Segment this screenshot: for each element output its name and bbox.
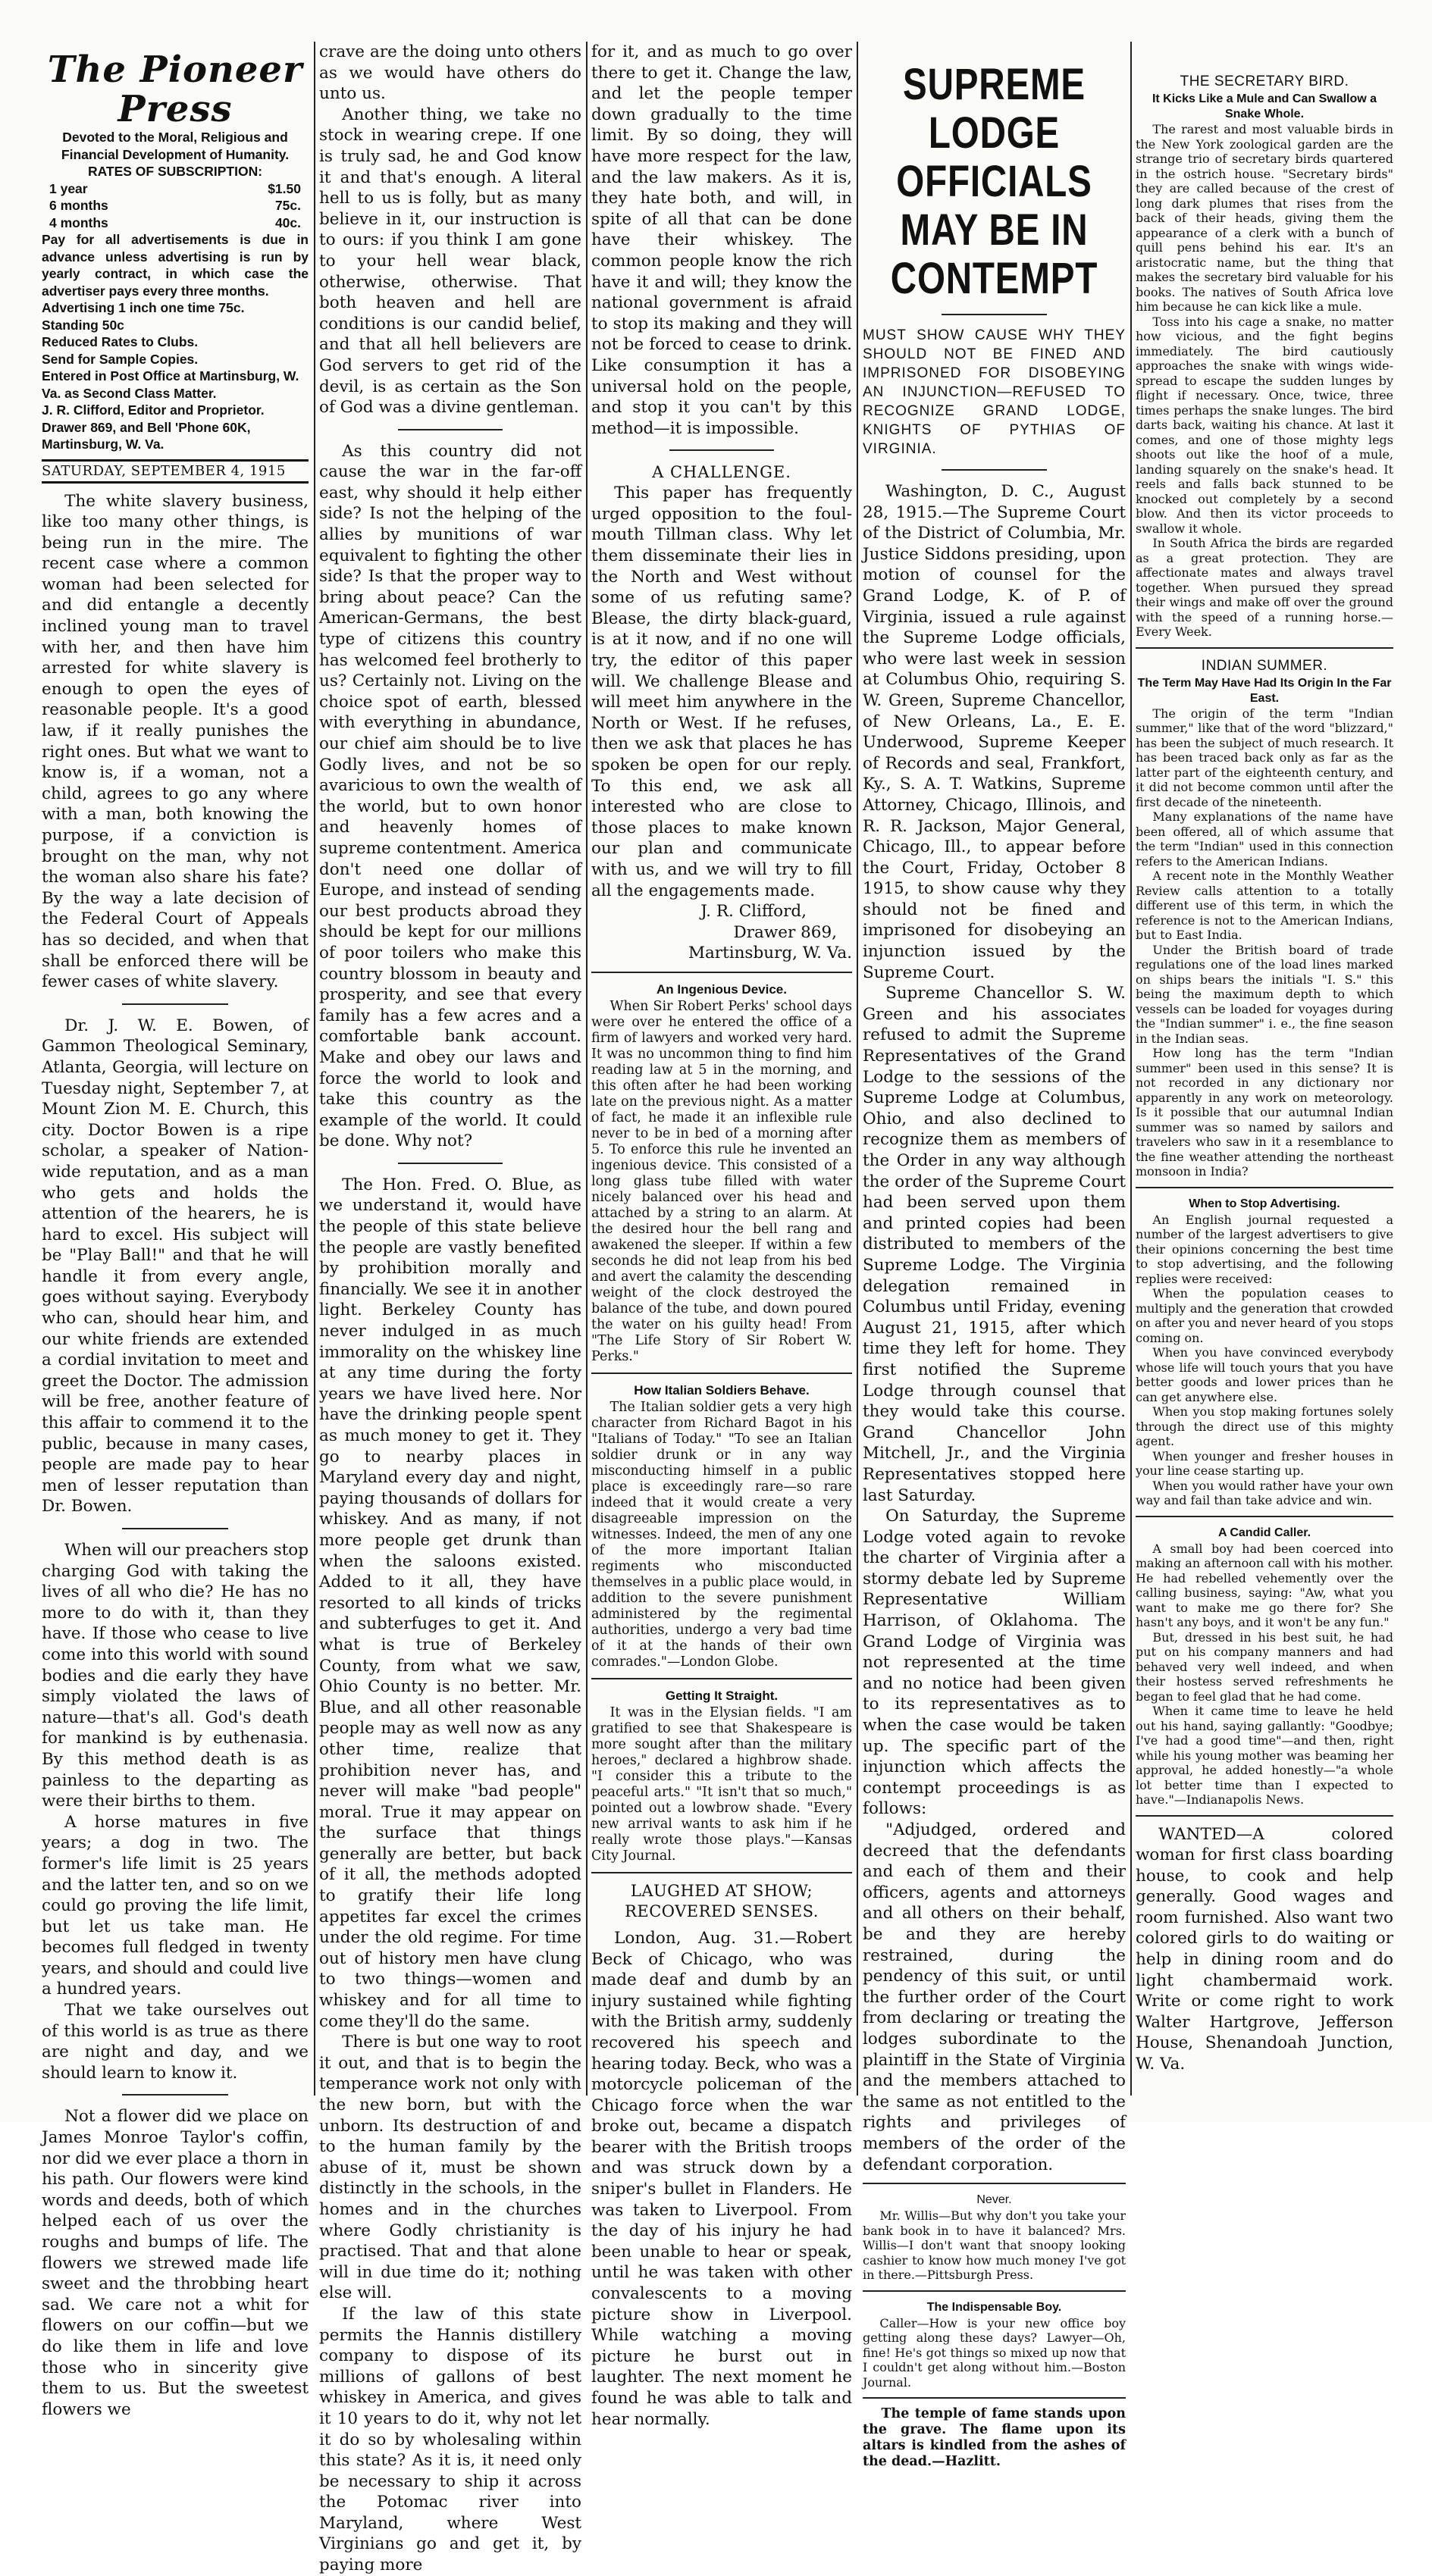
divider <box>863 2397 1126 2399</box>
masthead-note: Reduced Rates to Clubs. <box>42 334 199 349</box>
article-paragraph: But, dressed in his best suit, he had put on his company manners and had behaved very well indeed, and when their hostess served refreshments he began to feel glad that he had come. <box>1136 1629 1393 1704</box>
article-paragraph: Supreme Chancellor S. W. Green and his associates refused to admit the Supreme Representatives of the Grand Lodge to the sessions of the Supreme Lodge at Columbus, Ohio, and also declined to recognize them as members of the Order in any way although the order of the Supreme Court had been served upon them and printed copies had been distributed to members of the Supreme Lodge. The Virginia delegation remained in Columbus until Friday, evening August 21, 1915, after which time they left for home. They first notified the Supreme Lodge through counsel that they would take this course. Grand Chancellor John Mitchell, Jr., and the Virginia Representatives stopped here last Saturday. <box>863 984 1126 1505</box>
masthead-note: Drawer 869, and Bell 'Phone 60K, <box>42 419 251 435</box>
masthead-note: Entered in Post Office at Martinsburg, W. Va. as Second Class Matter. <box>42 368 299 401</box>
masthead-line: Devoted to the Moral, Religious and <box>62 130 288 145</box>
divider <box>591 1872 852 1873</box>
masthead-divider <box>42 481 309 484</box>
masthead-note: Standing 50c <box>42 317 124 333</box>
masthead-note: Advertising 1 inch one time 75c. <box>42 300 245 315</box>
divider <box>398 429 503 430</box>
never-heading: Never. <box>976 2193 1012 2207</box>
article-bowen-lecture: Dr. J. W. E. Bowen, of Gammon Theological Seminary, Atlanta, Georgia, will lecture on Tuesday night, September 7, at Mount Zion M. E. Church, this city. Doctor Bowen is a ripe scholar, a speaker of Nation-wide reputation, and as a man who gets and holds the attention of the hearers, he is hard to excel. His subject will be "Play Ball!" and that he will handle it from every angle, goes without saying. Everybody who can, should hear him, and our white friends are extended a cordial invitation to meet and greet the Doctor. The admission will be free, another feature of this affair to commend it to the public, because in many cases, people are made pay to hear men of lesser reputation than Dr. Bowen. <box>42 1016 309 1516</box>
article-supreme-lodge: Washington, D. C., August 28, 1915.—The Supreme Court of the District of Columbia, Mr. Justice Siddons presiding, upon motion of counsel for the Grand Lodge, K. of P. of Virginia, issued a rule against the Supreme Lodge officials, who were last week in session at Columbus Ohio, requiring S. W. Green, Supreme Chancellor, of New Orleans, La., E. E. Underwood, Supreme Keeper of Records and seal, Frankfort, Ky., S. A. T. Watkins, Supreme Attorney, Chicago, Illinois, and R. R. Jackson, Major General, Chicago, Ill., to appear before the Court, Friday, October 8 1915, to show cause why they should not be fined and imprisoned for disobeying an injunction issued by the Supreme Court. <box>863 482 1126 982</box>
subheadline: MUST SHOW CAUSE WHY THEY SHOULD NOT BE FINED AND IMPRISONED FOR DISOBEYING AN INJUNCTION—REFUSED TO RECOGNIZE GRAND LODGE, KNIGHTS OF PYTHIAS OF VIRGINIA. <box>863 327 1126 457</box>
article-temple-of-fame: The temple of fame stands upon the grave. The flame upon its altars is kindled from the ashes of the dead.—Hazlitt. <box>863 2406 1126 2470</box>
rates-title: RATES OF SUBSCRIPTION: <box>87 164 263 179</box>
italian-heading: How Italian Soldiers Behave. <box>634 1382 810 1398</box>
masthead-note: Pay for all advertisements is due in advance unless advertising is run by yearly contract, in which case the advertiser pays every three months. <box>42 232 309 299</box>
article-paragraph: A horse matures in five years; a dog in two. The former's life limit is 25 years and the latter ten, and so on we could go proving the life limit, but let us take man. He becomes full fledged in twenty years, and should and could live a hundred years. <box>42 1812 309 1999</box>
signature-line: J. R. Clifford, <box>700 902 807 922</box>
article-paragraph: Under the British board of trade regulations one of the load lines marked on ships bears the initials "I. S." this being the maximum depth to which vessels can be loaded for voyages during the "Indian summer" i. e., the fine season in the Indian seas. <box>1136 942 1393 1046</box>
masthead-note: J. R. Clifford, Editor and Proprietor. <box>42 402 265 418</box>
divider <box>122 1528 229 1529</box>
laughed-heading: LAUGHED AT SHOW; RECOVERED SENSES. <box>625 1881 819 1920</box>
column-rule <box>314 42 315 2096</box>
divider <box>1136 1187 1393 1188</box>
straight-heading: Getting It Straight. <box>665 1688 779 1703</box>
article-paragraph: When you have convinced everybody whose life will touch yours that you have better goods and lower prices than he can get anywhere else. <box>1136 1345 1393 1404</box>
wanted-advertisement: WANTED—A colored woman for first class boarding house, to cook and help generally. Good wages and room furnished. Also want two colored girls to do waiting or help in dining room and do light chambermaid work. Write or come right to work Walter Hartgrove, Jefferson House, Shenandoah Junction, W. Va. <box>1136 1824 1393 2074</box>
divider <box>398 1163 503 1164</box>
article-white-slavery: The white slavery business, like too many other things, is being run in the mire. The recent case where a common woman had been selected for and did entangle a decently inclined young man to travel with her, and then have him arrested for white slavery is enough to open the eyes of reasonable people. It's a good law, if it really punishes the right ones. But what we want to know is, if a woman, not a child, agrees to go any where with a man, both knowing the purpose, if a conviction is brought on the man, why not the woman also share his fate? By the way a late decision of the Federal Court of Appeals has so decided, and when that shall be enforced there will be fewer cases of white slavery. <box>42 491 309 992</box>
advertising-heading: When to Stop Advertising. <box>1189 1197 1340 1210</box>
article-ingenious-device: When Sir Robert Perks' school days were over he entered the office of a firm of lawyers and worked very hard. It was no uncommon thing to find him reading law at 5 in the morning, and this often after he had been working late on the previous night. As a matter of fact, he made it an inflexible rule never to be in bed of a morning after 5. To enforce this rule he invented an ingenious device. This consisted of a long glass tube filled with water nicely balanced over his head and attached by a string to an alarm. At the desired hour the bell rang and awakened the sleeper. If within a few seconds he did not leap from his bed and avert the calamity the descending weight of the clock destroyed the balance of the tube, and down poured the water on his guilty head! From "The Life Story of Sir Robert W. Perks." <box>591 998 852 1364</box>
divider <box>1136 1516 1393 1517</box>
column-rule <box>857 42 858 2096</box>
article-paragraph: In South Africa the birds are regarded as a great protection. They are affectionate mates and always travel together. When pursued they spread their wings and make off over the ground with the speed of a running horse.—Every Week. <box>1136 536 1393 639</box>
dateline: SATURDAY, SEPTEMBER 4, 1915 <box>42 462 286 479</box>
article-italian-soldiers: The Italian soldier gets a very high character from Richard Bagot in his "Italians of Today." "To see an Italian soldier drunk or in any way misconducting himself in a public place is exceedingly rare—so rare indeed that it would create a very disagreeable impression on the witnesses. Indeed, the men of any one of the more important Italian regiments who misconducted themselves in a public place would, in addition to the severe punishment administered by the regimental authorities, undergo a very bad time of it at the hands of their own comrades."—London Globe. <box>591 1399 852 1670</box>
article-preachers: When will our preachers stop charging God with taking the lives of all who die? He has no more to do with it, than they have. If those who cease to live come into this world with sound bodies and die early they have simply violated the laws of nature—that's all. God's death for mankind is by euthenasia. By this method death is as painless to the departing as were their births to them. <box>42 1541 309 1811</box>
article-getting-straight: It was in the Elysian fields. "I am gratified to see that Shakespeare is more sought after than the military heroes," declared a highbrow shade. "I consider this a tribute to the peaceful arts." "It isn't that so much," pointed out a lowbrow shade. "Every new arrival wants to ask him if he really wrote those plays."—Kansas City Journal. <box>591 1704 852 1864</box>
divider <box>1136 1815 1393 1817</box>
divider <box>591 972 852 973</box>
summer-heading: INDIAN SUMMER. <box>1201 657 1328 674</box>
column-3 <box>591 42 852 2429</box>
rate-row: 4 months 40c. <box>49 214 301 230</box>
article-paragraph: When you stop making fortunes solely through the direct use of this mighty agent. <box>1136 1404 1393 1448</box>
bird-heading: THE SECRETARY BIRD. <box>1180 74 1349 89</box>
ingenious-heading: An Ingenious Device. <box>656 981 787 997</box>
divider <box>122 2094 229 2096</box>
article-paragraph: Toss into his cage a snake, no matter how vicious, and the fight begins immediately. The bird cautiously approaches the snake with wings wide-spread to escape the sudden lunges by flight if necessary. Once, twice, three times perhaps the snake lunges. The bird darts back, waiting his chance. At last it comes, and one of those mighty legs shoots out like the hoof of a mule, landing squarely on the snake's head. It reels and falls back stunned to be knocked out completely by a second blow. And then its victor proceeds to swallow it whole. <box>1136 314 1393 536</box>
bird-subheading: It Kicks Like a Mule and Can Swallow a Snake Whole. <box>1152 92 1377 121</box>
divider <box>669 449 774 451</box>
article-secretary-bird: The rarest and most valuable birds in the New York zoological garden are the strange trio of secretary birds quartered in the ostrich house. "Secretary birds" they are called because of the crest of long dark plumes that rises from the back of their heads, giving them the appearance of a clerk with a bunch of quill pens behind his ear. It's an aristocratic name, but the thing that makes the secretary bird valuable for his books. The natives of South Africa love him because he can kick like a mule. <box>1136 122 1393 314</box>
article-paragraph: crave are the doing unto others as we would have others do unto us. <box>319 42 581 104</box>
column-rule <box>586 42 588 2096</box>
masthead-note: Martinsburg, W. Va. <box>42 437 165 452</box>
column-rule <box>1130 42 1132 2096</box>
divider <box>591 1678 852 1679</box>
masthead-line: Financial Development of Humanity. <box>61 146 290 162</box>
column-5 <box>1136 72 1393 2133</box>
rate-row: 1 year $1.50 <box>49 180 301 196</box>
article-paragraph: When the population ceases to multiply and the generation that crowded on after you and never heard of you stops coming on. <box>1136 1286 1393 1345</box>
article-never: Mr. Willis—But why don't you take your bank book in to have it balanced? Mrs. Willis—I don't want that snoopy looking cashier to know how much money I've got in there.—Pittsburgh Press. <box>863 2208 1126 2283</box>
article-indian-summer: The origin of the term "Indian summer," like that of the word "blizzard," has been the subject of much research. It has been traced back only as far as the latter part of the eighteenth century, and it did not become common until after the first decade of the nineteenth. <box>1136 706 1393 809</box>
article-paragraph: There is but one way to root it out, and that is to begin the temperance work not only with the new born, but with the unborn. Its destruction of and to the human family by the abuse of it, must be shown distinctly in the schools, in the homes and in the churches where Godly christianity is practised. That and that alone will in due time do it; nothing else will. <box>319 2033 581 2303</box>
column-2 <box>319 42 581 2575</box>
article-war: As this country did not cause the war in the far-off east, why should it help either side? Is not the helping of the allies by munitions of war equivalent to fighting the other side? Is that the proper way to bring about peace? Can the American-Germans, the best type of citizens this country has welcomed feel brotherly to us? Certainly not. Living on the choice spot of earth, blessed with everything in abundance, our chief aim should be to live Godly lives, and not be so avaricious to own the wealth of the world, but to own honor and heavenly homes of supreme contentment. America don't need one dollar of Europe, and instead of sending our best products abroad they should be kept for our millions of poor toilers who make this country blossom in beauty and prosperity, and see that every family has a few acres and a comfortable bank account. Make and obey our laws and force the world to look and take this country as the example of the world. It could be done. Why not? <box>319 441 581 1151</box>
masthead-note: Send for Sample Copies. <box>42 351 199 367</box>
article-challenge: This paper has frequently urged opposition to the foul-mouth Tillman class. Why let them disseminate their lies in the North and West without some of us refuting same? Blease, the dirty black-guard, is at it now, and if no one will try, the editor of this paper will. We challenge Blease and will meet him anywhere in the North or West. If he refuses, then we ask that places he has spoken be open for our reply. To this end, we ask all interested who are close to those places to make known our plan and communicate with us, and we will try to fill all the engagements made. <box>591 484 852 900</box>
masthead-title: The Pioneer Press <box>47 49 303 130</box>
article-paragraph: On Saturday, the Supreme Lodge voted again to revoke the charter of Virginia after a stormy debate led by Supreme Representative William Harrison, of Oklahoma. The Grand Lodge of Virginia was not represented at the time and no notice had been given to its representatives as to when the case would be taken up. The specific part of the injunction which affects the contempt proceedings is as follows: <box>863 1507 1126 1819</box>
article-flowers: Not a flower did we place on James Monroe Taylor's coffin, nor did we ever place a thorn in his path. Our flowers were kind words and deeds, both of which helped each of us over the roughs and bumps of life. The flowers we strewed made life sweet and the throbbing heart sad. We care not a whit for flowers on our coffin—but we do like them in life and love those who in sincerity give them to us. But the sweetest flowers we <box>42 2107 309 2419</box>
divider <box>591 1373 852 1374</box>
article-injunction-quote: "Adjudged, ordered and decreed that the defendants and each of them and their officers, agents and attorneys and all others on their behalf, be and they are hereby restrained, during the pendency of this suit, or until the further order of the Court from declaring or treating the lodges subordinate to the plaintiff in the State of Virginia and the members attached to the same as not entitled to the rights and privileges of members of the order of the defendant corporation. <box>863 1820 1126 2174</box>
article-paragraph: If the law of this state permits the Hannis distillery company to dispose of its millions of gallons of best whiskey in America, and gives it 10 years to do it, why not let it do so by wholesaling within this state? As it is, it need only be necessary to ship it across the Potomac river into Maryland, where West Virginians go and get it, by paying more <box>319 2304 581 2575</box>
article-stop-advertising: An English journal requested a number of the largest advertisers to give their opinions concerning the best time to stop advertising, and the following replies were received: <box>1136 1212 1393 1286</box>
article-paragraph: A recent note in the Monthly Weather Review calls attention to a totally different use of this term, in which the reference is not to the American Indians, but to East India. <box>1136 869 1393 942</box>
caller-heading: A Candid Caller. <box>1217 1526 1311 1539</box>
article-candid-caller: A small boy had been coerced into making an afternoon call with his mother. He had rebelled vehemently over the calling business, saying: "Aw, what you want to make me go there for? She hasn't any boys, and it won't be any fun." <box>1136 1541 1393 1629</box>
divider <box>863 2290 1126 2292</box>
challenge-heading: A CHALLENGE. <box>652 463 791 482</box>
divider <box>942 314 1047 315</box>
article-paragraph: When younger and fresher houses in your line cease starting up. <box>1136 1448 1393 1478</box>
divider <box>863 2183 1126 2184</box>
column-4 <box>863 60 1126 2470</box>
article-paragraph: How long has the term "Indian summer" been used in this sense? It is not recorded in any dictionary nor apparently in any work on meteorology. Is it possible that our autumnal Indian summer was so named by sailors and travelers who saw in it a resemblance to the fine weather attending the northeast monsoon in India? <box>1136 1046 1393 1178</box>
signature-line: Martinsburg, W. Va. <box>688 944 852 963</box>
article-paragraph: When it came time to leave he held out his hand, saying gallantly: "Goodbye; I've had a good time"—and then, right while his young mother was beaming her approval, he added honestly—"a whole lot better time than I expected to have."—Indianapolis News. <box>1136 1704 1393 1807</box>
article-indispensable-boy: Caller—How is your new office boy getting along these days? Lawyer—Oh, fine! He's got things so mixed up now that I couldn't get along without him.—Boston Journal. <box>863 2315 1126 2390</box>
article-prohibition: The Hon. Fred. O. Blue, as we understand it, would have the people of this state believe the people are vastly benefited by prohibition morally and financially. We see it in another light. Berkeley County has never indulged in as much immorality on the whiskey line at any time during the forty years we have lived here. Nor have the drinking people spent as much money to get it. They go to nearby places in Maryland every day and night, paying thousands of dollars for whiskey. And as many, if not more people get drunk than when the saloons existed. Added to it all, they have resorted to all kinds of tricks and subterfuges to get it. And what is true of Berkeley County, from what we saw, Ohio County is no better. Mr. Blue, and all other reasonable people may as well now as any other time, realize that prohibition never has, and never will make "bad people" moral. True it may appear on the surface that things generally are better, but back of it all, the methods adopted to gratify their life long appetites far excel the crimes under the old regime. For time out of history men have clung to two things—women and whiskey and for all time to come they'll do the same. <box>319 1175 581 2031</box>
article-laughed-at-show: London, Aug. 31.—Robert Beck of Chicago, who was made deaf and dumb by an injury sustained while fighting with the British army, suddenly recovered his speech and hearing today. Beck, who was a motorcycle policeman of the Chicago force when the war broke out, became a dispatch bearer with the British troops and was struck down by a sniper's bullet in Flanders. He was taken to Liverpool. From the day of his injury he had been unable to hear or speak, until he was taken with other convalescents to a moving picture show in Liverpool. While watching a moving picture he burst out in laughter. The next moment he found he was able to talk and hear normally. <box>591 1928 852 2429</box>
signature-line: Drawer 869, <box>733 922 837 942</box>
headline-supreme-lodge: SUPREME LODGE OFFICIALS MAY BE IN CONTEMPT <box>890 60 1098 303</box>
article-crepe: Another thing, we take no stock in wearing crepe. If one is truly sad, he and God know it and that's enough. A literal hell to us is folly, but as many believe in it, our instruction is to ours: if you think I am gone to your hell wear black, otherwise, otherwise. That both heaven and hell are conditions is our candid belief, and that all hell believers are God servers to get rid of the devil, is as certain as the Son of God was a divine gentleman. <box>319 105 581 418</box>
divider <box>942 469 1047 471</box>
rate-row: 6 months 75c. <box>49 198 301 213</box>
article-paragraph: Many explanations of the name have been offered, all of which assume that the term "Indian" used in this connection refers to the American Indians. <box>1136 809 1393 869</box>
boy-heading: The Indispensable Boy. <box>926 2300 1062 2314</box>
summer-subheading: The Term May Have Had Its Origin In the Far East. <box>1137 676 1392 705</box>
divider <box>1136 647 1393 649</box>
article-paragraph: That we take ourselves out of this world is as true as there are night and day, and we should learn to know it. <box>42 2001 309 2083</box>
article-paragraph: When you would rather have your own way and fail than take advice and win. <box>1136 1478 1393 1507</box>
article-paragraph: for it, and as much to go over there to get it. Change the law, and let the people temper down gradually to the time limit. By so doing, they will have more respect for the law, and the law makers. As it is, they hate both, and will, in spite of all that can be done have their whiskey. The common people know the rich have it and will; they know the national government is afraid to stop its making and they will not be forced to cease to drink. Like consumption it has a universal hold on the people, and stop it you can't by this method—it is impossible. <box>591 42 852 438</box>
divider <box>122 1003 229 1005</box>
column-1 <box>42 49 309 2419</box>
